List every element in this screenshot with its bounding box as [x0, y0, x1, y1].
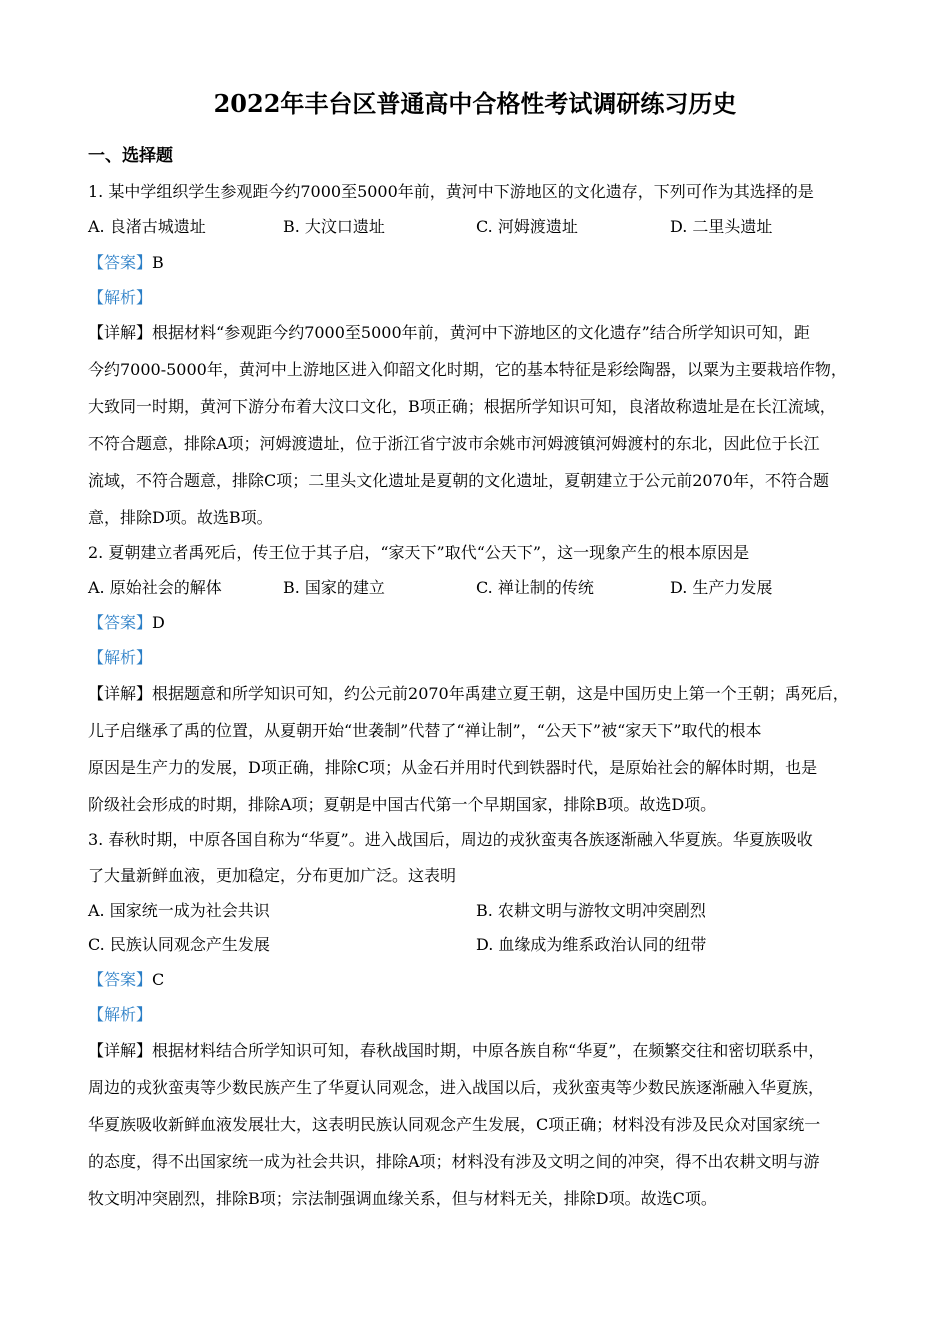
q1-option-b: B. 大汶口遗址 — [283, 217, 385, 236]
q1-answer-value: B — [152, 253, 164, 272]
q3-detail-line: 牧文明冲突剧烈，排除B项；宗法制强调血缘关系，但与材料无关，排除D项。故选C项。 — [88, 1189, 717, 1208]
q2-option-d: D. 生产力发展 — [670, 578, 773, 597]
q2-option-a: A. 原始社会的解体 — [88, 578, 222, 597]
q1-detail-text: 根据材料“参观距今约7000至5000年前，黄河中下游地区的文化遗存”结合所学知识可知，距 — [152, 323, 810, 342]
q3-option-a: A. 国家统一成为社会共识 — [88, 901, 270, 920]
q1-option-c: C. 河姆渡遗址 — [476, 217, 578, 236]
q1-option-d: D. 二里头遗址 — [670, 217, 773, 236]
q1-detail-line: 不符合题意，排除A项；河姆渡遗址，位于浙江省宁波市余姚市河姆渡镇河姆渡村的东北，因此位于长江 — [88, 434, 820, 453]
q3-detail-line: 周边的戎狄蛮夷等少数民族产生了华夏认同观念，进入战国以后，戎狄蛮夷等少数民族逐渐融入华夏族， — [88, 1078, 825, 1097]
q3-answer — [88, 968, 878, 992]
document-title: 2022年丰台区普通高中合格性考试调研练习历史 — [213, 89, 737, 118]
detail-tag: 【详解】 — [88, 684, 153, 703]
q3-option-b: B. 农耕文明与游牧文明冲突剧烈 — [476, 901, 706, 920]
q2-detail-line: 儿子启继承了禹的位置，从夏朝开始“世袭制”代替了“禅让制”，“公天下”被“家天下”取代的根本 — [88, 721, 762, 740]
q1-detail-line: 流域，不符合题意，排除C项；二里头文化遗址是夏朝的文化遗址，夏朝建立于公元前2070年，不符合题 — [88, 471, 829, 490]
q3-stem: 3. 春秋时期，中原各国自称为“华夏”。进入战国后，周边的戎狄蛮夷各族逐渐融入华夏族。华夏族吸收 — [88, 830, 813, 849]
analysis-tag: 【解析】 — [88, 648, 153, 667]
q2-option-b: B. 国家的建立 — [283, 578, 385, 597]
q2-detail-line: 原因是生产力的发展，D项正确，排除C项；从金石并用时代到铁器时代，是原始社会的解体时期，也是 — [88, 758, 818, 777]
q3-detail-line: 华夏族吸收新鲜血液发展壮大，这表明民族认同观念产生发展，C项正确；材料没有涉及民众对国家统一 — [88, 1115, 821, 1134]
q2-answer-value: D — [152, 613, 165, 632]
q3-detail-line — [88, 1039, 878, 1063]
q1-analysis-tag — [88, 286, 878, 310]
q1-detail-line: 大致同一时期，黄河下游分布着大汶口文化，B项正确；根据所学知识可知，良渚故称遗址是在长江流域， — [88, 397, 836, 416]
q2-stem: 2. 夏朝建立者禹死后，传王位于其子启，“家天下”取代“公天下”，这一现象产生的根本原因是 — [88, 543, 750, 562]
q2-option-c: C. 禅让制的传统 — [476, 578, 594, 597]
section-heading: 一、选择题 — [88, 146, 173, 166]
q2-answer — [88, 611, 878, 635]
q2-detail-line: 阶级社会形成的时期，排除A项；夏朝是中国古代第一个早期国家，排除B项。故选D项。 — [88, 795, 717, 814]
answer-tag: 【答案】 — [88, 253, 153, 272]
detail-tag: 【详解】 — [88, 1041, 153, 1060]
q3-answer-value: C — [152, 970, 165, 989]
q2-analysis-tag — [88, 646, 878, 670]
q1-detail-line: 今约7000-5000年，黄河中上游地区进入仰韶文化时期，它的基本特征是彩绘陶器，以粟为主要栽培作物， — [88, 360, 847, 379]
answer-tag: 【答案】 — [88, 970, 153, 989]
q3-detail-text: 根据材料结合所学知识可知，春秋战国时期，中原各族自称“华夏”，在频繁交往和密切联系中， — [152, 1041, 825, 1060]
q3-stem: 了大量新鲜血液，更加稳定，分布更加广泛。这表明 — [88, 866, 457, 885]
q1-detail-line: 意，排除D项。故选B项。 — [88, 508, 273, 527]
q2-detail-line — [88, 682, 878, 706]
q1-option-a: A. 良渚古城遗址 — [88, 217, 206, 236]
q3-detail-line: 的态度，得不出国家统一成为社会共识，排除A项；材料没有涉及文明之间的冲突，得不出农耕文明与游 — [88, 1152, 820, 1171]
q3-analysis-tag — [88, 1003, 878, 1027]
q1-stem: 1. 某中学组织学生参观距今约7000至5000年前，黄河中下游地区的文化遗存，下列可作为其选择的是 — [88, 182, 814, 201]
answer-tag: 【答案】 — [88, 613, 153, 632]
q1-detail-line — [88, 321, 878, 345]
q3-option-c: C. 民族认同观念产生发展 — [88, 935, 270, 954]
detail-tag: 【详解】 — [88, 323, 153, 342]
analysis-tag: 【解析】 — [88, 288, 153, 307]
analysis-tag: 【解析】 — [88, 1005, 153, 1024]
q3-option-d: D. 血缘成为维系政治认同的纽带 — [476, 935, 707, 954]
q2-detail-text: 根据题意和所学知识可知，约公元前2070年禹建立夏王朝，这是中国历史上第一个王朝；禹死后， — [152, 684, 849, 703]
q1-answer — [88, 251, 878, 275]
